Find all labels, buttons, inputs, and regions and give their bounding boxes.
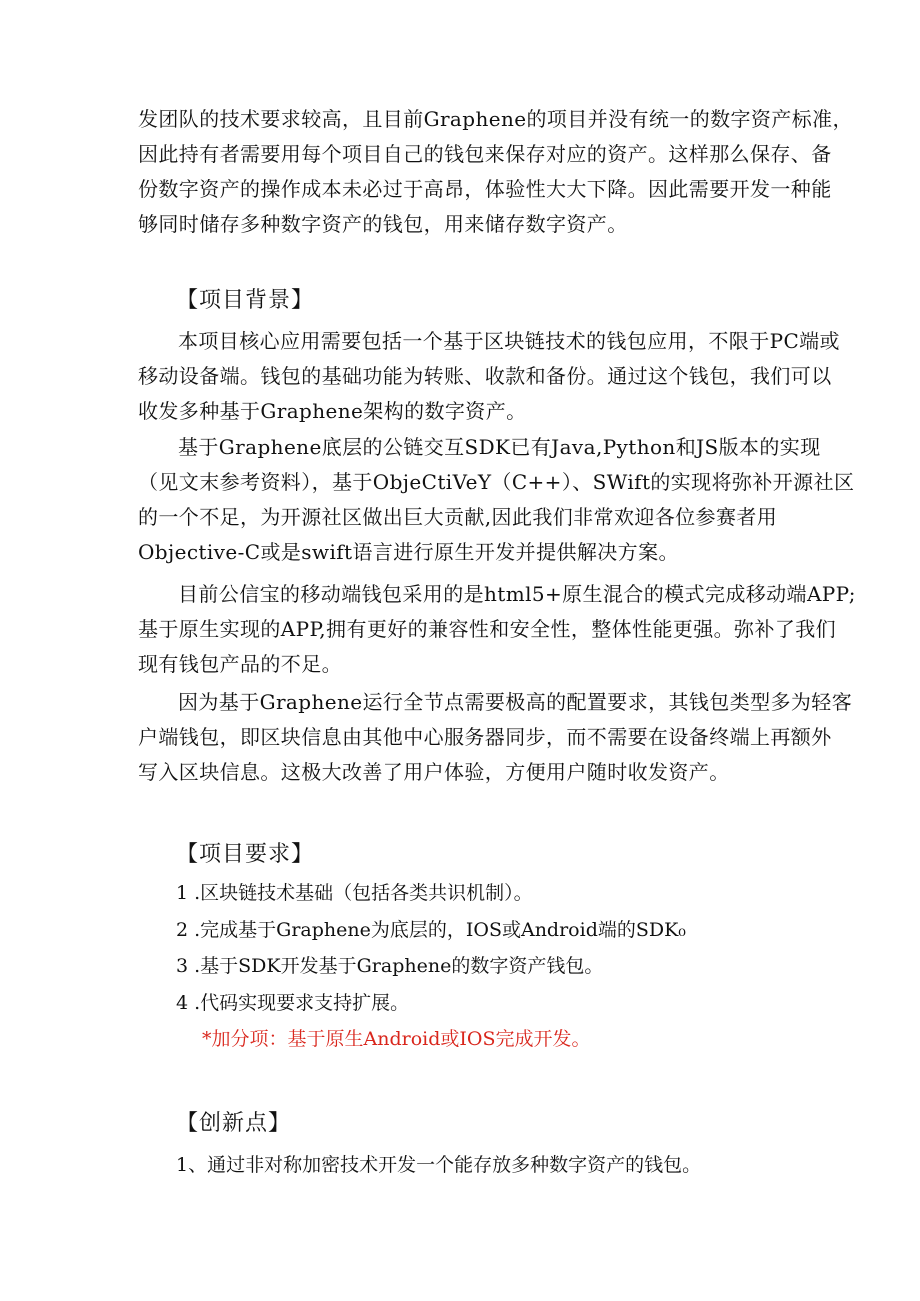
text-line: 基于Graphene底层的公链交互SDK已有Java,Python和JS版本的实现 (178, 435, 821, 459)
text-line: Objective-C或是swift语言进行原生开发并提供解决方案。 (138, 540, 679, 564)
text-line: 本项目核心应用需要包括一个基于区块链技术的钱包应用，不限于PC端或 (178, 329, 840, 353)
text-line: 目前公信宝的移动端钱包采用的是html5+原生混合的模式完成移动端APP; (178, 582, 856, 606)
bonus-note: *加分项：基于原生Android或IOS完成开发。 (202, 1028, 591, 1050)
requirement-item: 4 .代码实现要求支持扩展。 (176, 992, 410, 1014)
text-line: 份数字资产的操作成本未必过于高昂，体验性大大下降。因此需要开发一种能 (138, 177, 832, 201)
text-line: 的一个不足，为开源社区做出巨大贡献,因此我们非常欢迎各位参赛者用 (138, 505, 778, 529)
background-paragraph-1 (138, 324, 840, 429)
innovation-item: 1、通过非对称加密技术开发一个能存放多种数字资产的钱包。 (176, 1154, 702, 1176)
background-paragraph-4 (138, 685, 853, 790)
text-line: 因为基于Graphene运行全节点需要极高的配置要求，其钱包类型多为轻客 (178, 690, 853, 714)
text-line: 收发多种基于Graphene架构的数字资产。 (138, 399, 527, 423)
text-line: 够同时储存多种数字资产的钱包，用来储存数字资产。 (138, 212, 628, 236)
text-line: 移动设备端。钱包的基础功能为转账、收款和备份。通过这个钱包，我们可以 (138, 364, 832, 388)
text-line: 基于原生实现的APP,拥有更好的兼容性和安全性，整体性能更强。弥补了我们 (138, 617, 837, 641)
text-line: 因此持有者需要用每个项目自己的钱包来保存对应的资产。这样那么保存、备 (138, 142, 832, 166)
requirement-item: 3 .基于SDK开发基于Graphene的数字资产钱包。 (176, 955, 604, 977)
background-paragraph-3 (138, 577, 856, 682)
text-line: 户端钱包，即区块信息由其他中心服务器同步，而不需要在设备终端上再额外 (138, 725, 832, 749)
requirement-item: 2 .完成基于Graphene为底层的，IOS或Android端的SDK₀ (176, 919, 686, 941)
section-heading-background: 【项目背景】 (176, 288, 315, 313)
text-line: 发团队的技术要求较高，且目前Graphene的项目并没有统一的数字资产标准， (138, 107, 853, 131)
section-heading-innovation: 【创新点】 (176, 1111, 292, 1136)
intro-paragraph (138, 102, 853, 242)
section-heading-requirements: 【项目要求】 (176, 842, 315, 867)
text-line: 写入区块信息。这极大改善了用户体验，方便用户随时收发资产。 (138, 760, 730, 784)
text-line: 现有钱包产品的不足。 (138, 652, 342, 676)
background-paragraph-2 (138, 430, 855, 570)
text-line: （见文末参考资料），基于ObjeCtiVeY（C++）、SWift的实现将弥补开源社区 (138, 470, 855, 494)
requirement-item: 1 .区块链技术基础（包括各类共识机制）。 (176, 882, 533, 904)
